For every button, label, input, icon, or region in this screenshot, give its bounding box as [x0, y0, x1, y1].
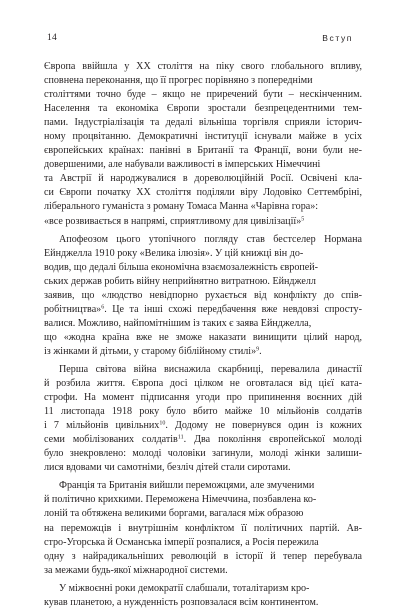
- paragraph: [44, 229, 362, 359]
- text-line: [44, 447, 362, 461]
- text-line: [44, 200, 362, 214]
- line-text: одну з найрадикальніших революцій в історії й тепер перебувала: [44, 550, 362, 562]
- text-line: [44, 303, 362, 317]
- text-line: [44, 158, 362, 172]
- text-line: [44, 550, 362, 564]
- text-line: [44, 289, 362, 303]
- text-line: [44, 74, 362, 88]
- line-text: і 7 мільйонів цивільних: [44, 420, 160, 432]
- line-text: Перша світова війна виснажила скарбниці, перевалила династії: [59, 363, 362, 375]
- text-line: [44, 275, 362, 289]
- text-line: [44, 507, 362, 521]
- line-text: У міжвоєнні роки демократії слабшали, тоталітаризм кро-: [59, 582, 310, 594]
- text-line: [44, 564, 362, 578]
- line-text: із жінками й дітьми, у старому біблійному стилі»: [44, 345, 257, 357]
- text-line: [44, 493, 362, 507]
- text-line: [44, 522, 362, 536]
- line-text: що «жодна країна вже не зможе наказати винищити цілий народ,: [44, 331, 362, 343]
- text-line: [44, 345, 362, 359]
- line-text: си Європи початку ХХ століття поділяли віру Лодовіко Сеттембріні,: [44, 187, 362, 199]
- text-line: [44, 317, 362, 331]
- line-text: за межами будь-якої міжнародної системи.: [44, 564, 228, 576]
- line-text: та Австрії й народжувалися в дореволюційній Росії. Освічені кла-: [44, 173, 362, 185]
- text-line: [44, 172, 362, 186]
- line-text: 11 листопада 1918 року було вбито майже 10 мільйонів солдатів: [44, 406, 362, 418]
- text-line: [44, 130, 362, 144]
- line-text: «все розвивається в напрямі, сприятливому для цивілізації»: [44, 215, 302, 227]
- paragraph: [44, 475, 362, 577]
- text-line: [44, 596, 362, 610]
- line-text: Ейнджелла 1910 року «Велика ілюзія». У цій книжці він до-: [44, 247, 304, 259]
- line-text: й розбила життя. Європа досі цілком не оговталася від цієї ката-: [44, 378, 362, 390]
- line-text: Апофеозом цього утопічного погляду став бестселер Нормана: [59, 233, 362, 245]
- line-text: робітництва»: [44, 303, 102, 315]
- text-line: [44, 461, 362, 475]
- text-line: [44, 405, 362, 419]
- text-line: [44, 88, 362, 102]
- line-text: ному процвітанню. Демократичні інституції існували майже в усіх: [44, 131, 362, 143]
- line-text: строфи. На момент підписання угоди про припинення воєнних дій: [44, 392, 362, 404]
- running-head: Вступ: [322, 33, 353, 43]
- paragraph: [44, 60, 362, 229]
- line-text: сповнена переконання, що її прогрес порівняно з попередніми: [44, 75, 313, 87]
- line-text: ських держав робить війну неприйнятно витратною. Ейнджелл: [44, 275, 316, 287]
- text-line: [44, 102, 362, 116]
- text-line: [44, 116, 362, 130]
- line-text: кував планетою, а нужденність розповзалася всім континентом.: [44, 596, 319, 608]
- text-line: [44, 247, 362, 261]
- line-text-tail: .: [259, 345, 262, 357]
- text-line: [44, 186, 362, 200]
- line-text: Населення та економіка Європи зростали безпрецедентними тем-: [44, 103, 362, 115]
- text-line: [44, 233, 362, 247]
- line-text: довершеними, але набували важливості в імперських Німеччині: [44, 159, 321, 171]
- line-text: Європа ввійшла у ХХ століття на піку свого глобального впливу,: [44, 61, 362, 72]
- line-text: стро-Угорська й Османська імперії розпалися, а Росія пережила: [44, 536, 319, 548]
- line-text-tail: . Додому не повернувся один із кожних: [165, 420, 362, 432]
- line-text: на переможців і внутрішнім конфліктом її політичних партій. Ав-: [44, 522, 362, 534]
- footnote-marker: 9: [256, 346, 260, 353]
- paragraph: [44, 359, 362, 475]
- line-text: лоній та обтяжена великими боргами, вагалася між образою: [44, 508, 304, 520]
- text-line: [44, 261, 362, 275]
- line-text: заявив, що «людство невідпорно рухається від конфлікту до спів-: [44, 289, 362, 301]
- line-text: семи мобілізованих солдатів: [44, 434, 178, 446]
- paragraph: [44, 578, 362, 610]
- line-text: водив, що дедалі більша економічна взаємозалежність європей-: [44, 261, 319, 273]
- text-line: [44, 60, 362, 74]
- line-text: було знекровлено: молоді чоловіки загинули, молоді жінки залиши-: [44, 448, 362, 460]
- text-line: [44, 419, 362, 433]
- footnote-marker: 6: [101, 304, 105, 311]
- line-text: лися вдовами чи самотніми, безліч дітей стали сиротами.: [44, 462, 291, 474]
- text-line: [44, 391, 362, 405]
- body-text: [44, 60, 362, 610]
- text-line: [44, 433, 362, 447]
- text-line: [44, 144, 362, 158]
- page-number: 14: [47, 33, 58, 43]
- footnote-marker: 11: [177, 434, 184, 441]
- footnote-marker: 10: [159, 420, 166, 427]
- line-text-tail: . Це та інші схожі передбачення вже невдовзі спросту-: [104, 303, 362, 315]
- text-line: [44, 536, 362, 550]
- line-text: валися. Можливо, найпомітнішим із таких є заява Ейнджелла,: [44, 317, 312, 329]
- line-text: століттями точно буде – якщо не приречений бути – нескінченним.: [44, 89, 362, 101]
- line-text: пами. Індустріалізація та дедалі вільніша торгівля сприяли історич-: [44, 117, 362, 129]
- text-line: [44, 479, 362, 493]
- line-text: ліберального гуманіста з роману Томаса Манна «Чарівна гора»:: [44, 201, 319, 213]
- footnote-marker: 5: [301, 216, 305, 223]
- line-text: Франція та Британія вийшли переможцями, але змученими: [59, 480, 315, 492]
- text-line: [44, 331, 362, 345]
- line-text: європейських країнах: панівні в Британії та Франції, вони були не-: [44, 145, 362, 157]
- text-line: [44, 377, 362, 391]
- text-line: [44, 215, 362, 229]
- text-line: [44, 363, 362, 377]
- line-text: й політично крихкими. Переможена Німеччина, позбавлена ко-: [44, 494, 317, 506]
- text-line: [44, 582, 362, 596]
- line-text-tail: . Два покоління європейської молоді: [183, 434, 362, 446]
